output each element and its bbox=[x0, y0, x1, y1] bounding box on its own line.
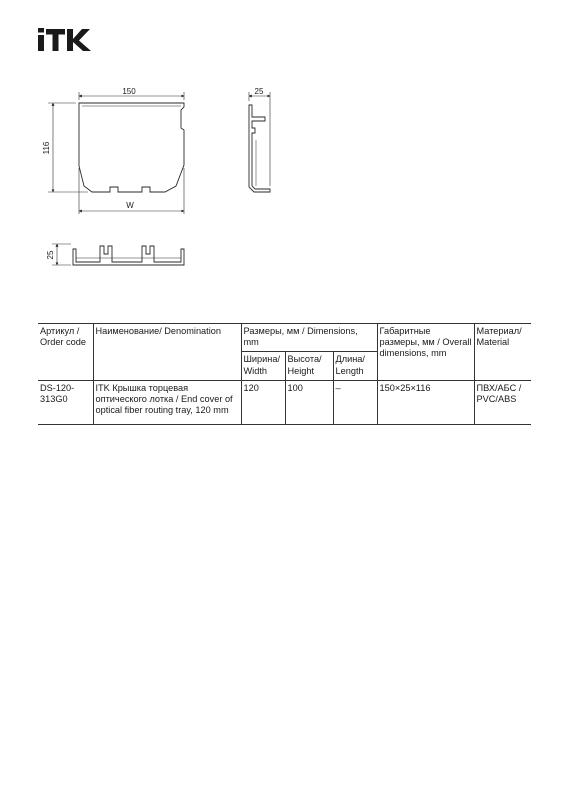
header-denomination: Наименование/ Denomination bbox=[93, 324, 241, 381]
front-base-label: W bbox=[126, 201, 134, 210]
cell-material: ПВХ/АБС / PVC/ABS bbox=[474, 380, 531, 424]
front-width-label: 150 bbox=[122, 87, 136, 96]
table-header-row bbox=[38, 324, 531, 352]
header-length: Длина/ Length bbox=[333, 352, 377, 380]
cell-overall: 150×25×116 bbox=[377, 380, 474, 424]
top-height-label: 25 bbox=[46, 250, 55, 260]
specification-table bbox=[38, 323, 531, 425]
cell-width: 120 bbox=[241, 380, 285, 424]
header-overall: Габаритные размеры, мм / Overall dimensions, mm bbox=[377, 324, 474, 381]
side-view bbox=[249, 105, 270, 192]
cell-height: 100 bbox=[285, 380, 333, 424]
front-view-outline bbox=[79, 103, 184, 192]
table-row bbox=[38, 380, 531, 424]
technical-drawing bbox=[0, 0, 568, 310]
cell-denomination: ITK Крышка торцевая оптического лотка / End cover of optical fiber routing tray, 120 mm bbox=[93, 380, 241, 424]
header-material: Материал/ Material bbox=[474, 324, 531, 381]
header-width: Ширина/ Width bbox=[241, 352, 285, 380]
top-view bbox=[73, 246, 184, 265]
front-view bbox=[79, 103, 184, 192]
front-height-label: 116 bbox=[42, 141, 51, 155]
front-view-dimensions bbox=[48, 92, 184, 214]
header-height: Высота/ Height bbox=[285, 352, 333, 380]
header-article: Артикул / Order code bbox=[38, 324, 93, 381]
side-depth-label: 25 bbox=[254, 87, 264, 96]
header-dimensions-group: Размеры, мм / Dimensions, mm bbox=[241, 324, 377, 352]
cell-length: – bbox=[333, 380, 377, 424]
cell-article: DS-120-313G0 bbox=[38, 380, 93, 424]
